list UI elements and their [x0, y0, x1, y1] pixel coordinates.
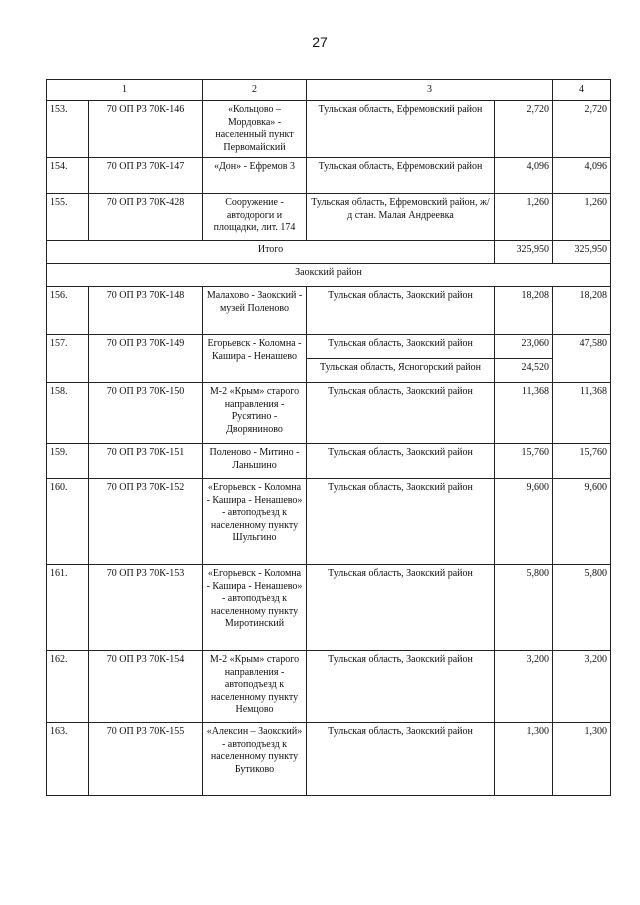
row-number: 155.: [47, 194, 89, 241]
road-total: 3,200: [553, 651, 611, 723]
table-row: [47, 479, 611, 565]
road-length: 1,300: [495, 723, 553, 796]
road-code: 70 ОП Р3 70К-147: [89, 158, 203, 194]
header-col-3: 3: [307, 80, 553, 101]
road-region: Тульская область, Заокский район: [307, 723, 495, 796]
road-region: Тульская область, Ефремовский район: [307, 158, 495, 194]
table-row: [47, 194, 611, 241]
header-col-2: 2: [203, 80, 307, 101]
road-total: 1,300: [553, 723, 611, 796]
road-code: 70 ОП Р3 70К-154: [89, 651, 203, 723]
row-number: 160.: [47, 479, 89, 565]
row-number: 161.: [47, 565, 89, 651]
road-length: 1,260: [495, 194, 553, 241]
road-name: Егорьевск - Коломна - Кашира - Ненашево: [203, 335, 307, 383]
road-total: 11,368: [553, 383, 611, 444]
total-length: 325,950: [495, 241, 553, 264]
road-name: «Кольцово – Мордовка» - населенный пункт Первомайский: [203, 101, 307, 158]
road-code: 70 ОП Р3 70К-151: [89, 444, 203, 479]
table-row: [47, 565, 611, 651]
road-length: 3,200: [495, 651, 553, 723]
road-length: 18,208: [495, 287, 553, 335]
road-total: 5,800: [553, 565, 611, 651]
road-code: 70 ОП Р3 70К-153: [89, 565, 203, 651]
table-row: [47, 723, 611, 796]
road-length: 4,096: [495, 158, 553, 194]
road-length: 9,600: [495, 479, 553, 565]
road-total: 47,580: [553, 335, 611, 383]
road-total: 15,760: [553, 444, 611, 479]
section-row: [47, 264, 611, 287]
road-length-yasnogorsky: 24,520: [495, 359, 553, 383]
table-header-row: [47, 80, 611, 101]
row-number: 162.: [47, 651, 89, 723]
road-region: Тульская область, Ефремовский район: [307, 101, 495, 158]
header-col-4: 4: [553, 80, 611, 101]
road-region: Тульская область, Заокский район: [307, 383, 495, 444]
road-total: 4,096: [553, 158, 611, 194]
road-region: Тульская область, Заокский район: [307, 479, 495, 565]
road-region: Тульская область, Ефремовский район, ж/д стан. Малая Андреевка: [307, 194, 495, 241]
row-number: 154.: [47, 158, 89, 194]
table-row: [47, 287, 611, 335]
road-length-zaoksky: 23,060: [495, 335, 553, 359]
table-row: [47, 383, 611, 444]
road-name: «Егорьевск - Коломна - Кашира - Ненашево» - автоподъезд к населенному пункту Шульгино: [203, 479, 307, 565]
table-row: [47, 651, 611, 723]
page-number: 27: [312, 34, 328, 50]
road-region: Тульская область, Заокский район: [307, 287, 495, 335]
road-name: «Алексин – Заокский» - автоподъезд к населенному пункту Бутиково: [203, 723, 307, 796]
road-name: М-2 «Крым» старого направления - автоподъезд к населенному пункту Немцово: [203, 651, 307, 723]
table-row: [47, 101, 611, 158]
roads-table: [46, 79, 611, 796]
road-name: М-2 «Крым» старого направления - Русятино - Дворяниново: [203, 383, 307, 444]
road-total: 9,600: [553, 479, 611, 565]
road-code: 70 ОП Р3 70К-150: [89, 383, 203, 444]
road-code: 70 ОП Р3 70К-146: [89, 101, 203, 158]
road-length: 11,368: [495, 383, 553, 444]
row-number: 159.: [47, 444, 89, 479]
road-region: Тульская область, Заокский район: [307, 444, 495, 479]
road-total: 18,208: [553, 287, 611, 335]
road-name: «Егорьевск - Коломна - Кашира - Ненашево» - автоподъезд к населенному пункту Миротинский: [203, 565, 307, 651]
road-name: Поленово - Митино - Ланьшино: [203, 444, 307, 479]
row-number: 163.: [47, 723, 89, 796]
row-number: 157.: [47, 335, 89, 383]
road-length: 15,760: [495, 444, 553, 479]
road-length: 5,800: [495, 565, 553, 651]
row-number: 158.: [47, 383, 89, 444]
total-sum: 325,950: [553, 241, 611, 264]
row-number: 156.: [47, 287, 89, 335]
total-label: Итого: [47, 241, 495, 264]
road-total: 2,720: [553, 101, 611, 158]
road-region-yasnogorsky: Тульская область, Ясногорский район: [307, 359, 495, 383]
road-code: 70 ОП Р3 70К-155: [89, 723, 203, 796]
road-total: 1,260: [553, 194, 611, 241]
row-number: 153.: [47, 101, 89, 158]
road-code: 70 ОП Р3 70К-149: [89, 335, 203, 383]
road-region: Тульская область, Заокский район: [307, 565, 495, 651]
header-col-1: 1: [47, 80, 203, 101]
table-row: [47, 444, 611, 479]
section-title: Заокский район: [47, 264, 611, 287]
total-row: [47, 241, 611, 264]
road-name: Сооружение - автодороги и площадки, лит. 174: [203, 194, 307, 241]
road-region-zaoksky: Тульская область, Заокский район: [307, 335, 495, 359]
table-row: [47, 158, 611, 194]
road-code: 70 ОП Р3 70К-152: [89, 479, 203, 565]
road-length: 2,720: [495, 101, 553, 158]
road-code: 70 ОП Р3 70К-428: [89, 194, 203, 241]
road-name: «Дон» - Ефремов 3: [203, 158, 307, 194]
road-name: Малахово - Заокский - музей Поленово: [203, 287, 307, 335]
road-region: Тульская область, Заокский район: [307, 651, 495, 723]
road-code: 70 ОП Р3 70К-148: [89, 287, 203, 335]
table-row: [47, 335, 611, 359]
